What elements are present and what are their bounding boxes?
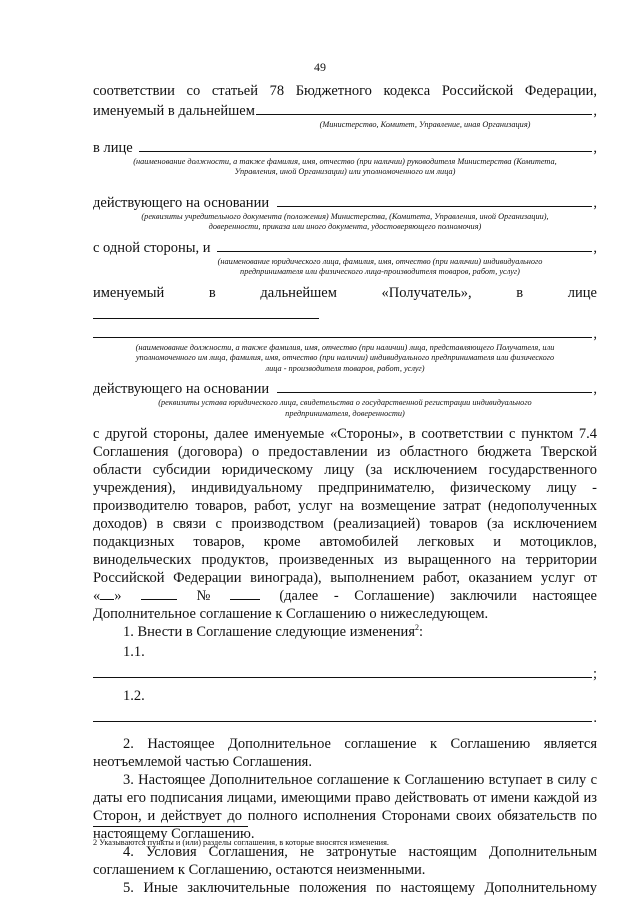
comma: , xyxy=(593,194,597,211)
document-body xyxy=(93,82,597,897)
representative-fill-line xyxy=(139,137,593,152)
recipient-fill-line xyxy=(217,237,593,252)
recipient-basis-fill-line xyxy=(277,378,592,393)
year-blank xyxy=(141,587,177,600)
recipient-rep-caption-3: лица - производителя товаров, работ, услуг) xyxy=(265,363,425,373)
date-number-line xyxy=(93,587,597,605)
basis-fill-line xyxy=(277,192,592,207)
representative-caption-1: (наименование должности, а также фамилия, имя, отчество (при наличии) руководителя Министерства (Комитета, xyxy=(133,156,557,166)
comma: , xyxy=(593,239,597,256)
number-blank xyxy=(230,587,260,600)
recipient-rep-line xyxy=(93,323,597,343)
intro-line-1: соответствии со статьей 78 Бюджетного кодекса Российской Федерации, xyxy=(93,83,597,99)
semicolon: ; xyxy=(592,666,597,682)
acting-basis-label: действующего на основании xyxy=(93,194,270,211)
period: . xyxy=(593,710,597,726)
item-1-1-label: 1.1. xyxy=(123,644,145,660)
agreement-paragraph: с другой стороны, далее именуемые «Стороны», в соответствии с пунктом 7.4 Соглашения (договора) о предоставлении из областного бюджета Тверской области субсидии юридическому лицу (за исключением государственного учреждения), индивидуальному предпринимателю, физическому лицу - производителю товаров, работ, услуг на возмещение затрат (недополученных доходов) в связи с производством (реализацией) товаров (за исключением подакцизных товаров, кроме автомобилей легковых и мотоциклов, винодельческих продуктов, произведенных из выращенного на территории Российской Федерации винограда), выполнением работ, оказанием услуг от xyxy=(93,426,597,586)
acting-basis-line xyxy=(93,192,597,212)
recipient-basis-caption-2: предпринимателя, доверенности) xyxy=(285,408,405,418)
ministry-caption: (Министерство, Комитет, Управление, иная Организация) xyxy=(319,120,531,129)
close-quote: » xyxy=(114,588,122,604)
word: именуемый xyxy=(93,284,165,301)
date-field xyxy=(93,587,122,605)
named-as-line xyxy=(93,100,597,120)
represented-by-label: в лице xyxy=(93,139,133,156)
word: в xyxy=(208,284,216,301)
item-1-2-fill-line xyxy=(93,707,592,722)
recipient-basis-line xyxy=(93,378,597,398)
footnote: 2 Указываются пункты и (или) разделы соглашения, в которые вносятся изменения. xyxy=(93,838,389,847)
footnote-mark: 2 xyxy=(414,623,419,633)
item-4: 4. Условия Соглашения, не затронутые настоящим Дополнительным соглашением к Соглашению, остаются неизменными. xyxy=(93,844,597,878)
item-1-1-line xyxy=(93,663,597,683)
item-1 xyxy=(93,623,597,641)
representative-caption-2: Управления, иной Организации) или уполномоченного им лица) xyxy=(234,167,456,176)
open-quote: « xyxy=(93,588,101,604)
basis-caption-2: доверенности, приказа или иного документа, удостоверяющего полномочия) xyxy=(208,222,482,231)
item-5: 5. Иные заключительные положения по настоящему Дополнительному xyxy=(123,880,597,896)
recipient-caption-2: предпринимателя или физического лица-производителя товаров, работ, услуг) xyxy=(240,267,520,276)
date-line-text: (далее - Соглашение) заключили настоящее xyxy=(279,588,597,604)
comma: , xyxy=(593,381,597,397)
represented-by-line xyxy=(93,137,597,157)
number-sign: № xyxy=(196,588,211,604)
item-2: 2. Настоящее Дополнительное соглашение к Соглашению является неотъемлемой частью Соглашения. xyxy=(93,736,597,770)
recipient-rep-caption-2: уполномоченного им лица, фамилия, имя, отчество (при наличии) индивидуального предпринимателя или физического xyxy=(135,353,555,362)
recipient-rep-fill-line xyxy=(93,323,592,338)
short-fill-line xyxy=(93,314,319,319)
word: в xyxy=(516,284,524,301)
recipient-rep-caption-1: (наименование должности, а также фамилия, имя, отчество (при наличии) лица, представляющего Получателя, или xyxy=(135,342,555,352)
item-1-1-fill-line xyxy=(93,663,592,678)
word: лице xyxy=(567,284,597,301)
colon: : xyxy=(418,624,424,640)
one-side-label: с одной стороны, и xyxy=(93,239,211,256)
word: дальнейшем xyxy=(260,284,337,301)
page-number: 49 xyxy=(314,60,326,74)
word: «Получатель», xyxy=(381,284,472,301)
recipient-basis-label: действующего на основании xyxy=(93,381,270,397)
item-3: 3. Настоящее Дополнительное соглашение к Соглашению вступает в силу с даты его подписания лицами, имеющими право действовать от имени каждой из Сторон, и действует до полного исполнения Сторонами своих обязательств по настоящему Соглашению. xyxy=(93,772,597,842)
footnote-separator xyxy=(93,826,248,827)
agreement-paragraph-end: Дополнительное соглашение к Соглашению о нижеследующем. xyxy=(93,606,489,622)
comma: , xyxy=(593,139,597,156)
one-side-line xyxy=(93,237,597,257)
item-1-text: 1. Внести в Соглашение следующие изменения xyxy=(123,624,415,640)
comma: , xyxy=(593,325,597,342)
recipient-caption-1: (наименование юридического лица, фамилия, имя, отчество (при наличии) индивидуального xyxy=(217,256,543,266)
named-as-label: именуемый в дальнейшем xyxy=(93,103,255,119)
basis-caption-1: (реквизиты учредительного документа (положения) Министерства, (Комитета, Управления, иной Организации), xyxy=(141,211,549,221)
item-1-2-label: 1.2. xyxy=(123,688,145,704)
comma: , xyxy=(593,103,597,119)
recipient-basis-caption-1: (реквизиты устава юридического лица, свидетельства о государственной регистрации индивидуального xyxy=(158,398,532,407)
named-recipient-line xyxy=(93,284,597,302)
ministry-fill-line xyxy=(256,100,592,115)
item-1-2-line xyxy=(93,707,597,727)
